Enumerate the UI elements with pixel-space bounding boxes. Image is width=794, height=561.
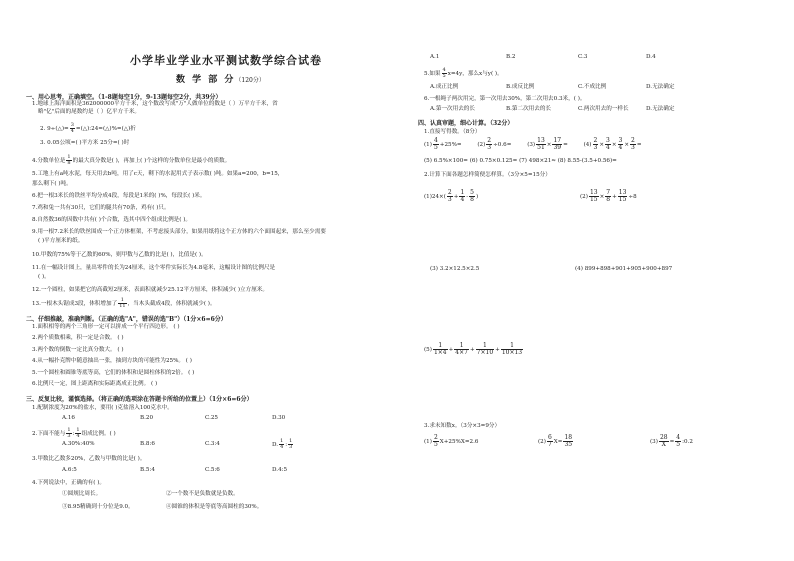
choice-6-opt-c: C.两次用去的一样长 — [578, 106, 629, 112]
choice-prev-opt-a: A.1 — [430, 54, 440, 60]
calc-2-heading: 2.计算下面各题怎样简便怎样算。（3分×5=15分） — [424, 172, 551, 178]
choice-3-opt-d: D.4:5 — [272, 467, 288, 473]
choice-4: 4.下列说法中，正确的有( )。 — [32, 480, 106, 486]
choice-3-opt-a: A.6:5 — [62, 467, 77, 473]
choice-1-opt-a: A.16 — [62, 415, 75, 421]
question-9a: 9.用一根7.2米长的铁丝围成一个正方体框架，不考虑接头部分，如果用纸将这个正方体的六个面围起来，那么至少需要 — [32, 229, 326, 235]
question-5a: 5.工地上有a吨水泥，每天用去b吨，用了c天，剩下的水泥用式子表示数( )吨。如果a=200，b=15， — [32, 171, 284, 177]
question-13: 13.一根木头锯成3段，体积增加了 $\frac{1}{11}$ ，当木头截成4段，体积就减少( )。 — [32, 297, 216, 309]
calc-2-q2: (2) $\frac{13}{15}$ × $\frac{7}{8}$ + $\frac{13}{15}$ ÷8 — [580, 189, 637, 203]
section-subtitle: 数 学 部 分（120分） — [176, 75, 265, 85]
section-1-heading: 一、用心思考，正确填空。（1-8题每空1分，9-13题每空2分，共39分） — [26, 94, 222, 101]
question-3: 3. 0.05公顷=( )平方米 25分=( )时 — [40, 140, 130, 146]
judge-item: 1.面积相等的两个三角形一定可以拼成一个平行四边形。 ( ) — [32, 324, 180, 330]
exam-title: 小学毕业学业水平测试数学综合试卷 — [130, 54, 322, 67]
calc-2-q3: (3) 3.2×12.5×2.5 — [430, 266, 480, 272]
choice-prev-opt-b: B.2 — [506, 54, 516, 60]
choice-6-opt-b: B.第二次用去的长 — [506, 106, 552, 112]
calc-2-q1: (1)24×( $\frac{2}{3}$ + $\frac{1}{4}$ - $\frac{5}{8}$ ) — [424, 189, 479, 203]
calc-1-row-2: (5) 6.5%×100= (6) 0.75×0.125= (7) 498×21≈ (8) 8.55-(3.5+0.56)= — [424, 158, 617, 164]
choice-6-opt-d: D.无法确定 — [646, 106, 675, 112]
choice-prev-opt-d: D.4 — [646, 54, 656, 60]
judge-item: 5.一个圆柱和圆锥等底等高，它们的体积和是圆柱体积的2倍。 ( ) — [32, 370, 195, 376]
choice-1-opt-d: D.30 — [272, 415, 286, 421]
question-5b: 那么剩下( )吨。 — [32, 181, 72, 187]
choice-1: 1.配制浓度为20%的盐水，要用( )克盐溶入100克水中。 — [32, 405, 173, 411]
question-7: 7.鸡和兔一共有30只，它们的腿共有70条，鸡有( )只。 — [32, 205, 170, 211]
calc-1-heading: 1.直接写得数。（8分） — [424, 129, 481, 135]
judge-item: 6.比例尺一定，图上距离和实际距离成正比例。 ( ) — [32, 381, 158, 387]
question-11a: 11.在一幅设计图上，量出零件的长为24厘米，这个零件实际长为4.8毫米，这幅设计图的比例尺是 — [32, 265, 276, 271]
judge-item: 4.从一幅扑克牌中随意抽出一张，抽到方块的可能性为25%。 ( ) — [32, 358, 192, 364]
choice-2: 2.下面不能与 $\frac{1}{3}$ : $\frac{1}{4}$ 组成比例。( ) — [32, 427, 116, 439]
choice-5-opt-a: A.成正比例 — [430, 84, 459, 90]
judge-item: 2.两个质数相乘，积一定是合数。 ( ) — [32, 335, 124, 341]
choice-5-opt-d: D.无法确定 — [646, 84, 675, 90]
choice-1-opt-c: C.25 — [205, 415, 218, 421]
question-1a: 1.地球上海洋面积是362000000平方千米，这个数改写成"万"人做单位的数是（ ）万平方千米，省 — [32, 101, 278, 107]
choice-6: 6.一根绳子两次用完，第一次用去30%，第二次用去0.3米，( )。 — [424, 96, 586, 102]
choice-3-opt-c: C.5:6 — [205, 467, 220, 473]
calc-2-q4: (4) 899+898+901+905+900+897 — [575, 266, 673, 272]
question-9b: ( )平方厘米的纸。 — [38, 238, 84, 244]
choice-4-item-2: ②一个数不是负数就是负数。 — [166, 491, 239, 497]
calc-3-q1: (1) $\frac{2}{5}$ X+25%X=2.6 — [424, 434, 479, 448]
choice-3-opt-b: B.5:4 — [140, 467, 155, 473]
section-2-heading: 二、仔细推敲，准确判断。（正确的选"A"，错误的选"B"）（1分×6=6分） — [26, 316, 227, 323]
choice-5-opt-c: C.不成比例 — [578, 84, 607, 90]
question-6: 6.把一根3米长的铁丝平均分成4段，每段是1米的( )%，每段长( )米。 — [32, 193, 206, 199]
calc-1-row-1: (1) $\frac{4}{5}$ +25%= (2) $\frac{2}{3}$ ÷0.6= (3) $\frac{13}{51}$ × $\frac{17}{39}$ = (4) $\frac{2}{3}$ × $\frac{3}{4}$ × $\frac{3}{4}$ × $\frac{2}{3}$ = — [424, 137, 642, 151]
calc-3-q3: (3) $\frac{28}{X}$ = $\frac{4}{5}$ :0.2 — [650, 434, 693, 448]
section-4-heading: 四、认真审题，细心计算。（32分） — [418, 120, 514, 127]
question-10: 10.甲数的75%等于乙数的60%，则甲数与乙数的比是( )，比值是( )。 — [32, 252, 207, 258]
calc-2-q5: (5) $\frac{1}{1\times 4}$ + $\frac{1}{4\times 7}$ + $\frac{1}{7\times 10}$ + $\frac{1}{10\times 13}$ — [424, 342, 523, 356]
calc-3-q2: (2) $\frac{6}{7}$ X= $\frac{18}{35}$ — [538, 434, 573, 448]
judge-item: 3.两个数的倒数一定比真分数大。 ( ) — [32, 347, 124, 353]
choice-4-item-3: ③8.95精确到十分位是9.0。 — [62, 504, 134, 510]
question-11b: ( )。 — [38, 274, 50, 280]
choice-2-opt-b: B.8:6 — [140, 441, 155, 447]
question-8: 8.自然数36的因数中共有( )个合数，选其中四个组成比例是( )。 — [32, 217, 191, 223]
question-2: 2. 9÷(△)= $\frac{3}{4}$ =(△):24=(△)%=(△)折 — [40, 122, 136, 134]
calc-3-heading: 3.求未知数x。（3分×3=9分） — [424, 423, 501, 429]
choice-2-opt-d: D. $\frac{1}{4}$ : $\frac{1}{3}$ — [272, 438, 293, 450]
choice-prev-opt-c: C.3 — [578, 54, 588, 60]
question-1b: 略"亿"后面的尾数约是（ ）亿平方千米。 — [38, 109, 141, 115]
choice-4-item-4: ④圆锥的体积是等底等高圆柱的30%。 — [166, 504, 263, 510]
choice-1-opt-b: B.20 — [140, 415, 154, 421]
choice-2-opt-a: A.30%:40% — [62, 441, 95, 447]
choice-2-opt-c: C.3:4 — [205, 441, 220, 447]
section-3-heading: 三、反复比较，谨慎选择。（将正确的选项涂在答题卡所给的位置上）（1分×6=6分） — [26, 396, 253, 403]
choice-5-opt-b: B.成反比例 — [506, 84, 535, 90]
choice-6-opt-a: A.第一次用去的长 — [430, 106, 475, 112]
question-12: 12.一个圆柱，如果把它的高截短2厘米，表面积就减少25.12平方厘米，体积减少( )立方厘米。 — [32, 287, 268, 293]
choice-3: 3.甲数比乙数多20%，乙数与甲数的比是( )。 — [32, 456, 146, 462]
choice-5: 5.如果 $\frac{4}{5}$ x=4y，那么x与y( )。 — [424, 67, 503, 79]
question-4: 4.分数单位是 $\frac{1}{8}$ 的最大真分数是( )，再加上( )个这样的分数单位是最小的质数。 — [32, 154, 231, 166]
choice-4-item-1: ①圆规比周长。 — [62, 491, 102, 497]
